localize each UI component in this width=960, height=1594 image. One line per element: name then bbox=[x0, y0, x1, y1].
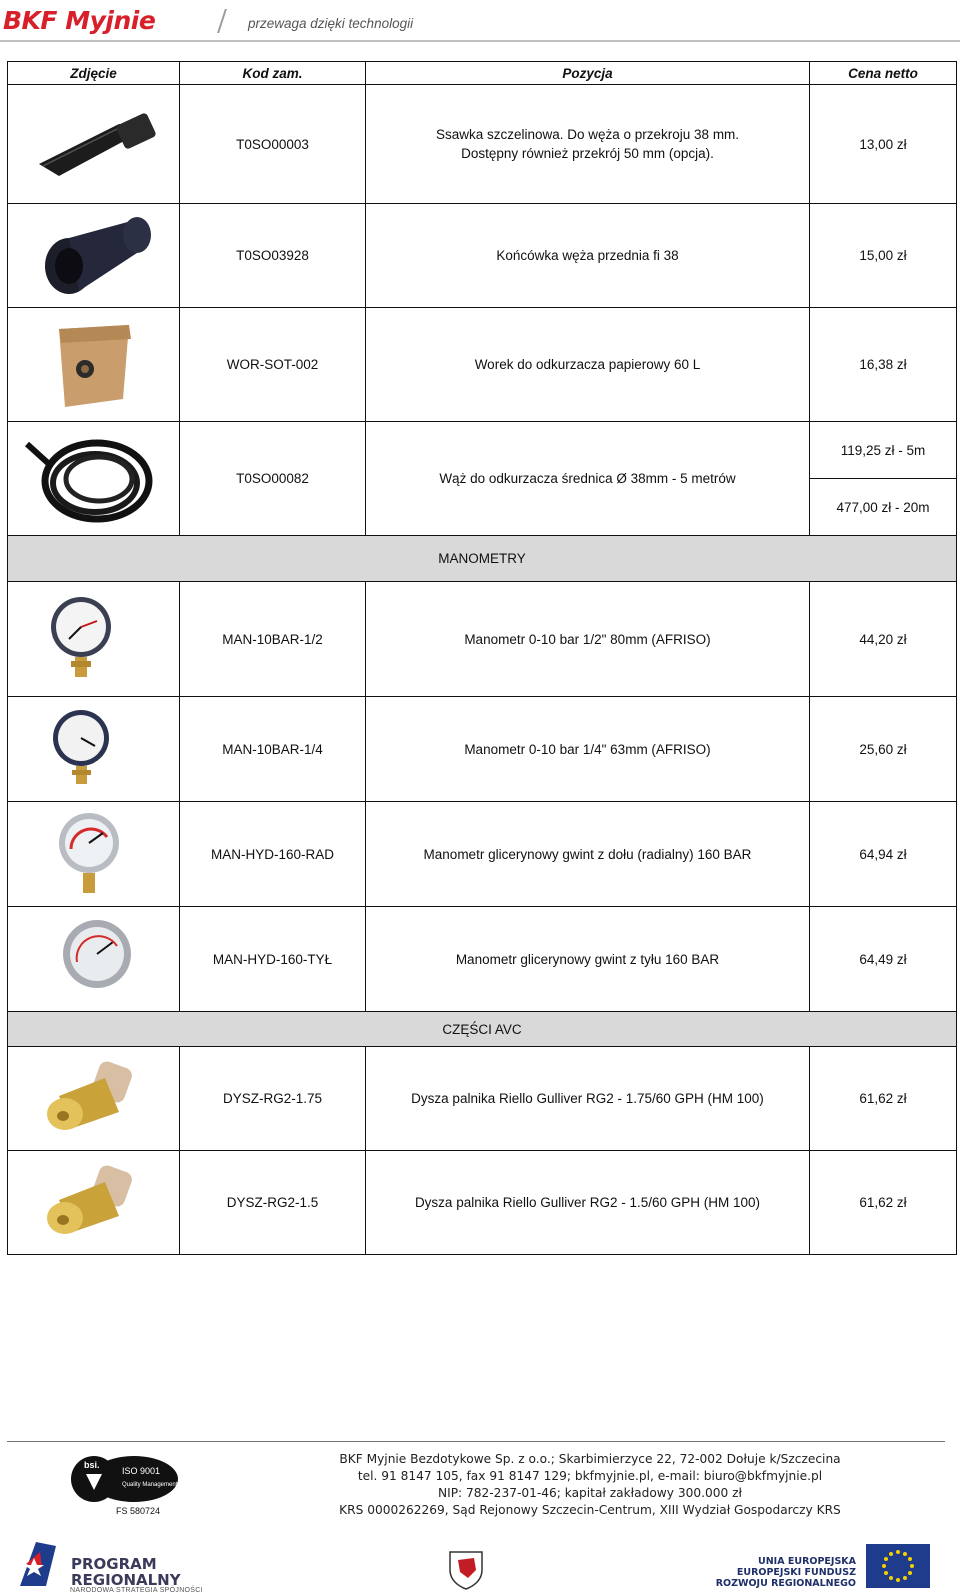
product-price: 44,20 zł bbox=[810, 582, 957, 697]
product-position: Manometr glicerynowy gwint z tyłu 160 BAR bbox=[366, 907, 810, 1012]
footer-rule bbox=[7, 1441, 945, 1442]
product-photo bbox=[8, 582, 180, 697]
pressure-gauge-icon bbox=[19, 591, 169, 687]
table-row bbox=[8, 582, 957, 697]
product-position: Manometr 0-10 bar 1/2" 80mm (AFRISO) bbox=[366, 582, 810, 697]
company-line: KRS 0000262269, Sąd Rejonowy Szczecin-Centrum, XIII Wydział Gospodarczy KRS bbox=[339, 1503, 841, 1517]
bsi-iso-badge bbox=[70, 1454, 180, 1504]
table-row bbox=[8, 308, 957, 422]
section-row bbox=[8, 536, 957, 582]
eu-line: ROZWOJU REGIONALNEGO bbox=[715, 1578, 856, 1589]
section-row bbox=[8, 1012, 957, 1047]
header-code: Kod zam. bbox=[180, 62, 366, 85]
paper-bag-icon bbox=[19, 317, 169, 413]
glycerin-gauge-icon bbox=[19, 914, 169, 1004]
product-photo bbox=[8, 907, 180, 1012]
table-row bbox=[8, 204, 957, 308]
glycerin-gauge-icon bbox=[19, 809, 169, 899]
header-rule bbox=[0, 40, 960, 42]
eu-flag-icon bbox=[866, 1544, 930, 1588]
product-price: 64,49 zł bbox=[810, 907, 957, 1012]
program-title bbox=[71, 1556, 181, 1588]
eu-line: UNIA EUROPEJSKA bbox=[758, 1556, 856, 1567]
company-info bbox=[330, 1451, 850, 1519]
product-photo bbox=[8, 308, 180, 422]
program-title-line: REGIONALNY bbox=[71, 1571, 181, 1589]
page-header bbox=[0, 0, 960, 44]
product-position: Dysza palnika Riello Gulliver RG2 - 1.75/60 GPH (HM 100) bbox=[366, 1047, 810, 1151]
position-line: Ssawka szczelinowa. Do węża o przekroju 38 mm. bbox=[435, 127, 740, 142]
product-photo bbox=[8, 1151, 180, 1255]
crevice-nozzle-icon bbox=[19, 94, 169, 194]
product-photo bbox=[8, 1047, 180, 1151]
table-row bbox=[8, 1047, 957, 1151]
product-price-alt: 477,00 zł - 20m bbox=[810, 479, 957, 536]
table-row bbox=[8, 422, 957, 479]
product-position: Worek do odkurzacza papierowy 60 L bbox=[366, 308, 810, 422]
company-line: BKF Myjnie Bezdotykowe Sp. z o.o.; Skarbimierzyce 22, 72-002 Dołuje k/Szczecina bbox=[339, 1452, 841, 1466]
product-code: DYSZ-RG2-1.75 bbox=[180, 1047, 366, 1151]
product-price: 16,38 zł bbox=[810, 308, 957, 422]
product-code: MAN-HYD-160-TYŁ bbox=[180, 907, 366, 1012]
position-line: Dostępny również przekrój 50 mm (opcja). bbox=[461, 146, 714, 161]
program-subtitle: NARODOWA STRATEGIA SPÓJNOŚCI bbox=[70, 1587, 203, 1594]
header-photo: Zdjęcie bbox=[8, 62, 180, 85]
iso-sub: Quality Management bbox=[122, 1482, 178, 1488]
table-row bbox=[8, 1151, 957, 1255]
burner-nozzle-icon bbox=[19, 1160, 169, 1246]
product-price: 25,60 zł bbox=[810, 697, 957, 802]
product-code: MAN-10BAR-1/2 bbox=[180, 582, 366, 697]
hose-end-icon bbox=[19, 211, 169, 301]
product-table bbox=[7, 61, 957, 1255]
product-code: MAN-HYD-160-RAD bbox=[180, 802, 366, 907]
product-code: MAN-10BAR-1/4 bbox=[180, 697, 366, 802]
product-price: 13,00 zł bbox=[810, 85, 957, 204]
table-row bbox=[8, 85, 957, 204]
section-title: CZĘŚCI AVC bbox=[8, 1012, 957, 1047]
product-photo bbox=[8, 204, 180, 308]
section-title: MANOMETRY bbox=[8, 536, 957, 582]
bkf-logo: BKF Myjnie bbox=[3, 6, 156, 35]
product-code: T0SO03928 bbox=[180, 204, 366, 308]
product-price: 15,00 zł bbox=[810, 204, 957, 308]
table-row bbox=[8, 802, 957, 907]
header-position: Pozycja bbox=[366, 62, 810, 85]
product-code: T0SO00082 bbox=[180, 422, 366, 536]
eu-line: EUROPEJSKI FUNDUSZ bbox=[736, 1567, 856, 1578]
product-position bbox=[366, 85, 810, 204]
table-row bbox=[8, 697, 957, 802]
burner-nozzle-icon bbox=[19, 1056, 169, 1142]
product-price: 64,94 zł bbox=[810, 802, 957, 907]
company-line: NIP: 782-237-01-46; kapitał zakładowy 300.000 zł bbox=[437, 1486, 742, 1500]
coiled-hose-icon bbox=[19, 429, 169, 529]
program-title-line: PROGRAM bbox=[71, 1555, 157, 1573]
table-header-row bbox=[8, 62, 957, 85]
company-line: tel. 91 8147 105, fax 91 8147 129; bkfmyjnie.pl, e-mail: biuro@bkfmyjnie.pl bbox=[357, 1469, 823, 1483]
product-position: Wąż do odkurzacza średnica Ø 38mm - 5 metrów bbox=[366, 422, 810, 536]
header-price: Cena netto bbox=[810, 62, 957, 85]
regional-crest-icon bbox=[446, 1548, 486, 1590]
product-code: T0SO00003 bbox=[180, 85, 366, 204]
bsi-label: bsi. bbox=[84, 1460, 100, 1470]
product-code: WOR-SOT-002 bbox=[180, 308, 366, 422]
program-regionalny-logo bbox=[16, 1534, 68, 1590]
iso-label: ISO 9001 bbox=[122, 1466, 161, 1476]
product-photo bbox=[8, 422, 180, 536]
table-row bbox=[8, 907, 957, 1012]
pressure-gauge-icon bbox=[19, 704, 169, 794]
product-price: 61,62 zł bbox=[810, 1151, 957, 1255]
product-photo bbox=[8, 697, 180, 802]
product-position: Końcówka węża przednia fi 38 bbox=[366, 204, 810, 308]
product-price: 119,25 zł - 5m bbox=[810, 422, 957, 479]
product-position: Manometr 0-10 bar 1/4" 63mm (AFRISO) bbox=[366, 697, 810, 802]
header-divider bbox=[217, 9, 227, 33]
product-photo bbox=[8, 802, 180, 907]
product-position: Manometr glicerynowy gwint z dołu (radialny) 160 BAR bbox=[366, 802, 810, 907]
product-code: DYSZ-RG2-1.5 bbox=[180, 1151, 366, 1255]
eu-fund-text bbox=[712, 1556, 856, 1589]
product-photo bbox=[8, 85, 180, 204]
product-position: Dysza palnika Riello Gulliver RG2 - 1.5/60 GPH (HM 100) bbox=[366, 1151, 810, 1255]
fs-number: FS 580724 bbox=[116, 1506, 161, 1516]
header-tagline: przewaga dzięki technologii bbox=[248, 16, 414, 31]
product-price: 61,62 zł bbox=[810, 1047, 957, 1151]
